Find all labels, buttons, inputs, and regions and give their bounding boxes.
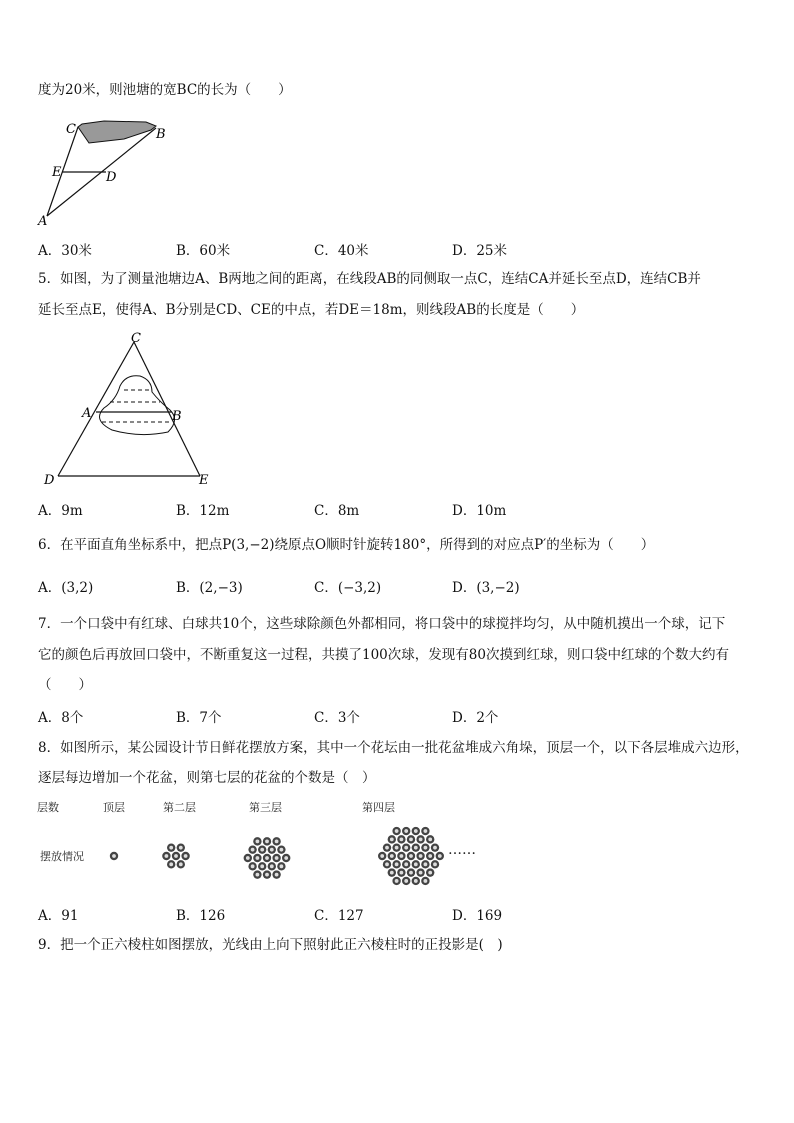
flower-pot-center (414, 846, 418, 850)
flower-pot-center (256, 873, 260, 877)
flower-pot-center (265, 856, 269, 860)
flower-pot-center (165, 854, 169, 858)
q9-text: 9．把一个正六棱柱如图摆放，光线由上向下照射此正六棱柱时的正投影是( ) (38, 937, 503, 953)
flower-pot-center (428, 854, 432, 858)
flower-pot-center (404, 846, 408, 850)
q7-option-b[interactable]: B．7个 (176, 710, 222, 726)
flower-pot-center (112, 854, 116, 858)
flower-pot-center (265, 839, 269, 843)
flower-pot-center (256, 839, 260, 843)
q4-option-c[interactable]: C．40米 (314, 243, 369, 259)
flower-pot-center (409, 871, 413, 875)
flower-pot-center (260, 864, 264, 868)
flower-pot-center (438, 854, 442, 858)
q8-option-a[interactable]: A．91 (38, 908, 79, 924)
flower-pot-center (280, 848, 284, 852)
q5-figure (40, 330, 220, 490)
q7-text-line3: （ ） (38, 677, 92, 693)
flower-pot-center (390, 837, 394, 841)
q8-header-layers: 层数 (37, 801, 59, 814)
flower-pot-center (380, 854, 384, 858)
q4-label-b: B (156, 127, 166, 142)
flower-pot-center (256, 856, 260, 860)
q8-header-fourth: 第四层 (362, 801, 395, 814)
flower-pot-center (395, 862, 399, 866)
flower-pot-center (395, 879, 399, 883)
q7-option-a[interactable]: A．8个 (38, 710, 84, 726)
flower-pot-center (424, 829, 428, 833)
q8-option-b[interactable]: B．126 (176, 908, 226, 924)
flower-pot-center (280, 864, 284, 868)
q5-option-b[interactable]: B．12m (176, 503, 230, 519)
flower-pot-center (390, 854, 394, 858)
flower-pot-center (428, 871, 432, 875)
q5-label-b: B (172, 409, 182, 424)
flower-pot-center (409, 854, 413, 858)
flower-pot-layers (110, 827, 444, 885)
flower-pot-center (251, 848, 255, 852)
flower-pot-center (414, 879, 418, 883)
flower-pot-center (174, 854, 178, 858)
q6-option-a[interactable]: A．(3,2) (38, 580, 94, 596)
flower-pot-center (404, 829, 408, 833)
flower-pot-center (251, 864, 255, 868)
q8-option-d[interactable]: D．169 (452, 908, 503, 924)
flower-pot-center (275, 873, 279, 877)
q7-text-line2: 它的颜色后再放回口袋中，不断重复这一过程，共摸了100次球，发现有80次摸到红球，则口袋中红球的个数大约有 (38, 647, 729, 663)
q8-text-line2: 逐层每边增加一个花盆，则第七层的花盆的个数是（ ） (38, 770, 376, 786)
flower-pot-center (270, 848, 274, 852)
q7-option-c[interactable]: C．3个 (314, 710, 360, 726)
flower-pot-center (414, 829, 418, 833)
flower-pot-center (395, 846, 399, 850)
q7-text-line1: 7．一个口袋中有红球、白球共10个，这些球除颜色外都相同，将口袋中的球搅拌均匀，从中随机摸出一个球，记下 (38, 616, 726, 632)
flower-pot-center (400, 837, 404, 841)
q5-option-a[interactable]: A．9m (38, 503, 83, 519)
flower-pot-center (390, 871, 394, 875)
flower-pot-center (179, 846, 183, 850)
q4-figure (34, 115, 174, 230)
flower-pot-center (385, 846, 389, 850)
q5-label-c: C (131, 331, 141, 346)
flower-pot-center (246, 856, 250, 860)
flower-pot-center (179, 862, 183, 866)
q8-header-third: 第三层 (249, 801, 282, 814)
flower-pot-center (184, 854, 188, 858)
q6-text: 6．在平面直角坐标系中，把点P(3,−2)绕原点O顺时针旋转180°，所得到的对应点P′的坐标为（ ） (38, 537, 655, 553)
q8-ellipsis: …… (448, 842, 476, 858)
flower-pot-center (270, 864, 274, 868)
flower-pot-center (419, 854, 423, 858)
flower-pot-center (169, 846, 173, 850)
q7-option-d[interactable]: D．2个 (452, 710, 499, 726)
flower-pot-center (424, 846, 428, 850)
flower-pot-center (433, 862, 437, 866)
flower-pot-center (169, 862, 173, 866)
q4-label-e: E (52, 165, 62, 180)
q8-header-second: 第二层 (163, 801, 196, 814)
q4-text: 度为20米，则池塘的宽BC的长为（ ） (38, 82, 292, 98)
q4-label-d: D (106, 170, 117, 185)
flower-pot-center (404, 862, 408, 866)
flower-pot-center (433, 846, 437, 850)
q5-option-c[interactable]: C．8m (314, 503, 360, 519)
q6-option-b[interactable]: B．(2,−3) (176, 580, 243, 596)
flower-pot-center (419, 837, 423, 841)
flower-pot-center (275, 856, 279, 860)
q5-option-d[interactable]: D．10m (452, 503, 507, 519)
flower-pot-center (428, 837, 432, 841)
q4-option-d[interactable]: D．25米 (452, 243, 508, 259)
q5-label-e: E (199, 473, 209, 488)
q5-text-line2: 延长至点E，使得A、B分别是CD、CE的中点，若DE＝18m，则线段AB的长度是（ ） (38, 302, 585, 318)
q5-label-a: A (82, 406, 92, 421)
flower-pot-center (260, 848, 264, 852)
flower-pot-center (265, 873, 269, 877)
flower-pot-center (284, 856, 288, 860)
q4-option-a[interactable]: A．30米 (38, 243, 92, 259)
flower-pot-center (385, 862, 389, 866)
q4-option-b[interactable]: B．60米 (176, 243, 231, 259)
flower-pot-center (424, 879, 428, 883)
flower-pot-center (414, 862, 418, 866)
q5-text-line1: 5．如图，为了测量池塘边A、B两地之间的距离，在线段AB的同侧取一点C，连结CA并延长至点D，连结CB并 (38, 271, 701, 287)
q8-option-c[interactable]: C．127 (314, 908, 364, 924)
q6-option-d[interactable]: D．(3,−2) (452, 580, 520, 596)
q6-option-c[interactable]: C．(−3,2) (314, 580, 382, 596)
flower-pot-center (404, 879, 408, 883)
flower-pot-center (400, 854, 404, 858)
q4-label-a: A (38, 214, 48, 229)
q8-figure (30, 798, 500, 898)
flower-pot-center (395, 829, 399, 833)
flower-pot-center (400, 871, 404, 875)
flower-pot-center (419, 871, 423, 875)
q8-text-line1: 8．如图所示，某公园设计节日鲜花摆放方案，其中一个花坛由一批花盆堆成六角垛，顶层一个，以下各层堆成六边形， (38, 740, 749, 756)
q8-row-label: 摆放情况 (40, 850, 84, 863)
flower-pot-center (409, 837, 413, 841)
q5-label-d: D (44, 473, 55, 488)
flower-pot-center (275, 839, 279, 843)
flower-pot-center (424, 862, 428, 866)
q8-header-top: 顶层 (103, 801, 125, 814)
q4-label-c: C (66, 122, 76, 137)
